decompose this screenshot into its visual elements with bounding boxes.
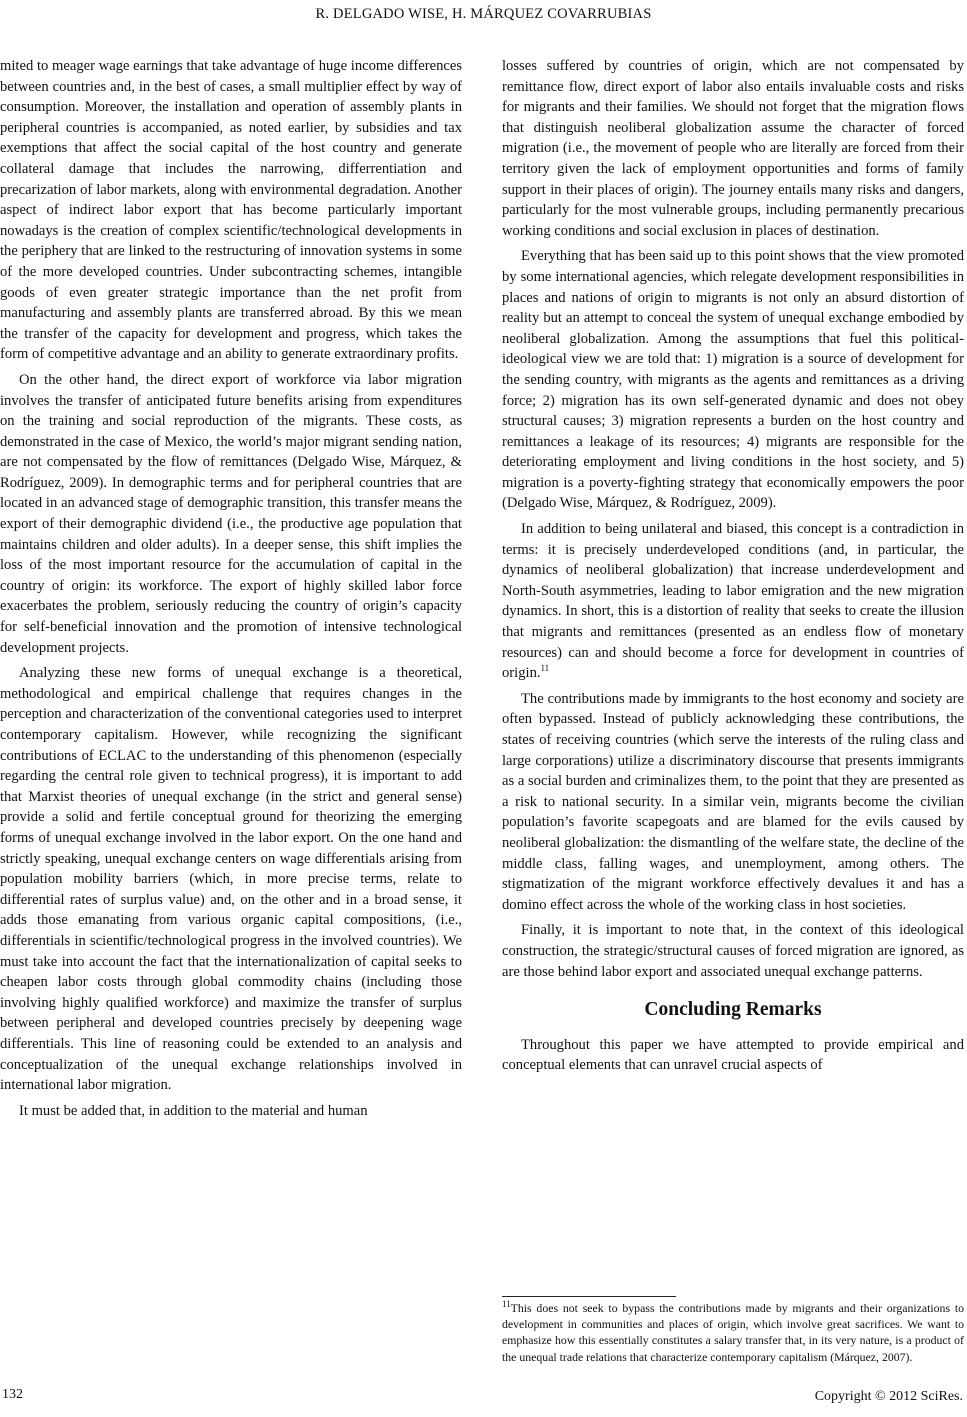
- body-paragraph: The contributions made by immigrants to the host economy and society are often bypassed. Instead of publicly acknowledging these contributions, the states of receiving countries (which serve the interests of the ruling class and large corporations) utilize a discriminatory discourse that presents immigrants as a social burden and criminalizes them, to the point that they are presented as a risk to national security. In a similar vein, migrants become the civilian population’s favorite scapegoats and are blamed for the evils caused by neoliberal globalization: the dismantling of the welfare state, the decline of the middle class, falling wages, and unemployment, among others. The stigmatization of the migrant workforce effectively devalues it and has a domino effect across the whole of the working class in host societies.: [502, 690, 964, 913]
- copyright-notice: Copyright © 2012 SciRes.: [814, 1389, 963, 1404]
- body-paragraph: Analyzing these new forms of unequal exchange is a theoretical, methodological and empirical challenge that requires changes in the perception and characterization of the conventional categories used to interpret contemporary capitalism. However, while recognizing the significant contributions of ECLAC to the understanding of this phenomenon (especially regarding the central role given to technical progress), it is important to add that Marxist theories of unequal exchange (in the strict and general sense) provide a solid and fertile conceptual ground for theorizing the emerging forms of unequal exchange involved in the labor export. On the one hand and strictly speaking, unequal exchange centers on wage differentials arising from population mobility barriers (which, in more precise terms, relate to differential rates of surplus value) and, on the other and in a broad sense, it adds those emanating from various organic capital compositions, (i.e., differentials in scientific/technological progress in the involved countries). We must take into account the fact that the internationalization of capital seeks to cheapen labor costs through global commodity chains (including those involving highly qualified workforce) and maximize the transfer of surplus between peripheral and developed countries precisely by deepening wage differentials. This line of reasoning could be extended to an analysis and conceptualization of the unequal exchange relationships involved in international labor migration.: [0, 665, 462, 1094]
- body-paragraph: Everything that has been said up to this point shows that the view promoted by some international agencies, which relegate development responsibilities in places and nations of origin to migrants is not only an absurd distortion of reality but an attempt to conceal the system of unequal exchange embodied by neoliberal globalization. Among the assumptions that fuel this political-ideological view we are told that: 1) migration is a source of development for the sending country, with migrants as the agents and remittances as a driving force; 2) migration has its own self-generated dynamic and does not obey structural causes; 3) migration represents a burden on the host country and remittances a leakage of its resources; 4) migrants are responsible for the deteriorating employment and living conditions in the host society, and 5) migration is a poverty-fighting strategy that economically empowers the poor (Delgado Wise, Márquez, & Rodríguez, 2009).: [502, 248, 964, 512]
- body-paragraph: losses suffered by countries of origin, which are not compensated by remittance flow, direct export of labor also entails invaluable costs and risks for migrants and their families. We should not forget that the migration flows that distinguish neoliberal globalization assume the character of forced migration (i.e., the movement of people who are literally are forced from their territory given the lack of employment opportunities and forms of family support in their places of origin). The journey entails many risks and dangers, particularly for the most vulnerable groups, including permanently precarious working conditions and social exclusion in places of destination.: [502, 58, 964, 239]
- footnote-number: 11: [502, 1299, 511, 1310]
- footnote-reference: 11: [540, 663, 550, 674]
- body-paragraph: It must be added that, in addition to the material and human: [19, 1102, 368, 1119]
- body-paragraph: Throughout this paper we have attempted to provide empirical and conceptual elements that can unravel crucial aspects of: [502, 1036, 964, 1074]
- footnote-text: This does not seek to bypass the contributions made by migrants and their organizations to development in communities and places of origin, which involve great sacrifices. We want to emphasize how this essentially constitutes a salary transfer that, in its very nature, is a product of the unequal trade relations that characterize contemporary capitalism (Márquez, 2007).: [502, 1301, 964, 1364]
- page-number: 132: [2, 1387, 23, 1402]
- left-column: [0, 56, 462, 1121]
- section-heading: Concluding Remarks: [644, 999, 822, 1021]
- footnote: [502, 1300, 964, 1365]
- body-paragraph: On the other hand, the direct export of workforce via labor migration involves the transfer of anticipated future benefits arising from expenditures on the training and social reproduction of the migrants. These costs, as demonstrated in the case of Mexico, the world’s major migrant sending nation, are not compensated by the flow of remittances (Delgado Wise, Márquez, & Rodríguez, 2009). In demographic terms and for peripheral countries that are located in an advanced stage of demographic transition, this transfer means the export of their demographic dividend (i.e., the productive age population that maintains children and older adults). In a deeper sense, this shift implies the loss of the most important resource for the accumulation of capital in the country of origin: its workforce. The export of highly skilled labor force exacerbates the problem, seriously reducing the country of origin’s capacity for self-beneficial innovation and the promotion of intensive technological development projects.: [0, 371, 462, 656]
- body-paragraph: Finally, it is important to note that, in the context of this ideological construction, the strategic/structural causes of forced migration are ignored, as are those behind labor export and associated unequal exchange patterns.: [502, 922, 964, 980]
- body-paragraph: [502, 519, 964, 684]
- body-paragraph: mited to meager wage earnings that take advantage of huge income differences between countries and, in the best of cases, a small multiplier effect by way of consumption. Moreover, the installation and operation of assembly plants in peripheral countries is accompanied, as noted earlier, by subsidies and tax exemptions that affect the social capital of the host country and generate collateral damage that includes the narrowing, differrentiation and precarization of labor markets, along with environmental degradation. Another aspect of indirect labor export that has become particularly important nowadays is the creation of complex scientific/technological developments in the periphery that are linked to the restructuring of innovation systems in some of the more developed countries. Under subcontracting schemes, intangible goods of even greater strategic importance than the net profit from manufacturing and assembly plants are transferred abroad. By this we mean the transfer of the capacity for development and progress, which takes the form of competitive advantage and an ability to generate extraordinary profits.: [0, 58, 462, 363]
- paragraph-text: In addition to being unilateral and biased, this concept is a contradiction in terms: it is precisely underdeveloped conditions (and, in particular, the dynamics of neoliberal globalization) that increase underdevelopment and North-South asymmetries, leading to labor emigration and the new migration dynamics. In short, this is a distortion of reality that seeks to create the illusion that migrants and remittances (presented as an endless flow of monetary resources) can and should become a force for development in countries of origin.: [502, 521, 964, 682]
- right-column: [502, 56, 964, 1076]
- footnote-divider: [502, 1296, 676, 1297]
- running-head: R. DELGADO WISE, H. MÁRQUEZ COVARRUBIAS: [315, 6, 652, 22]
